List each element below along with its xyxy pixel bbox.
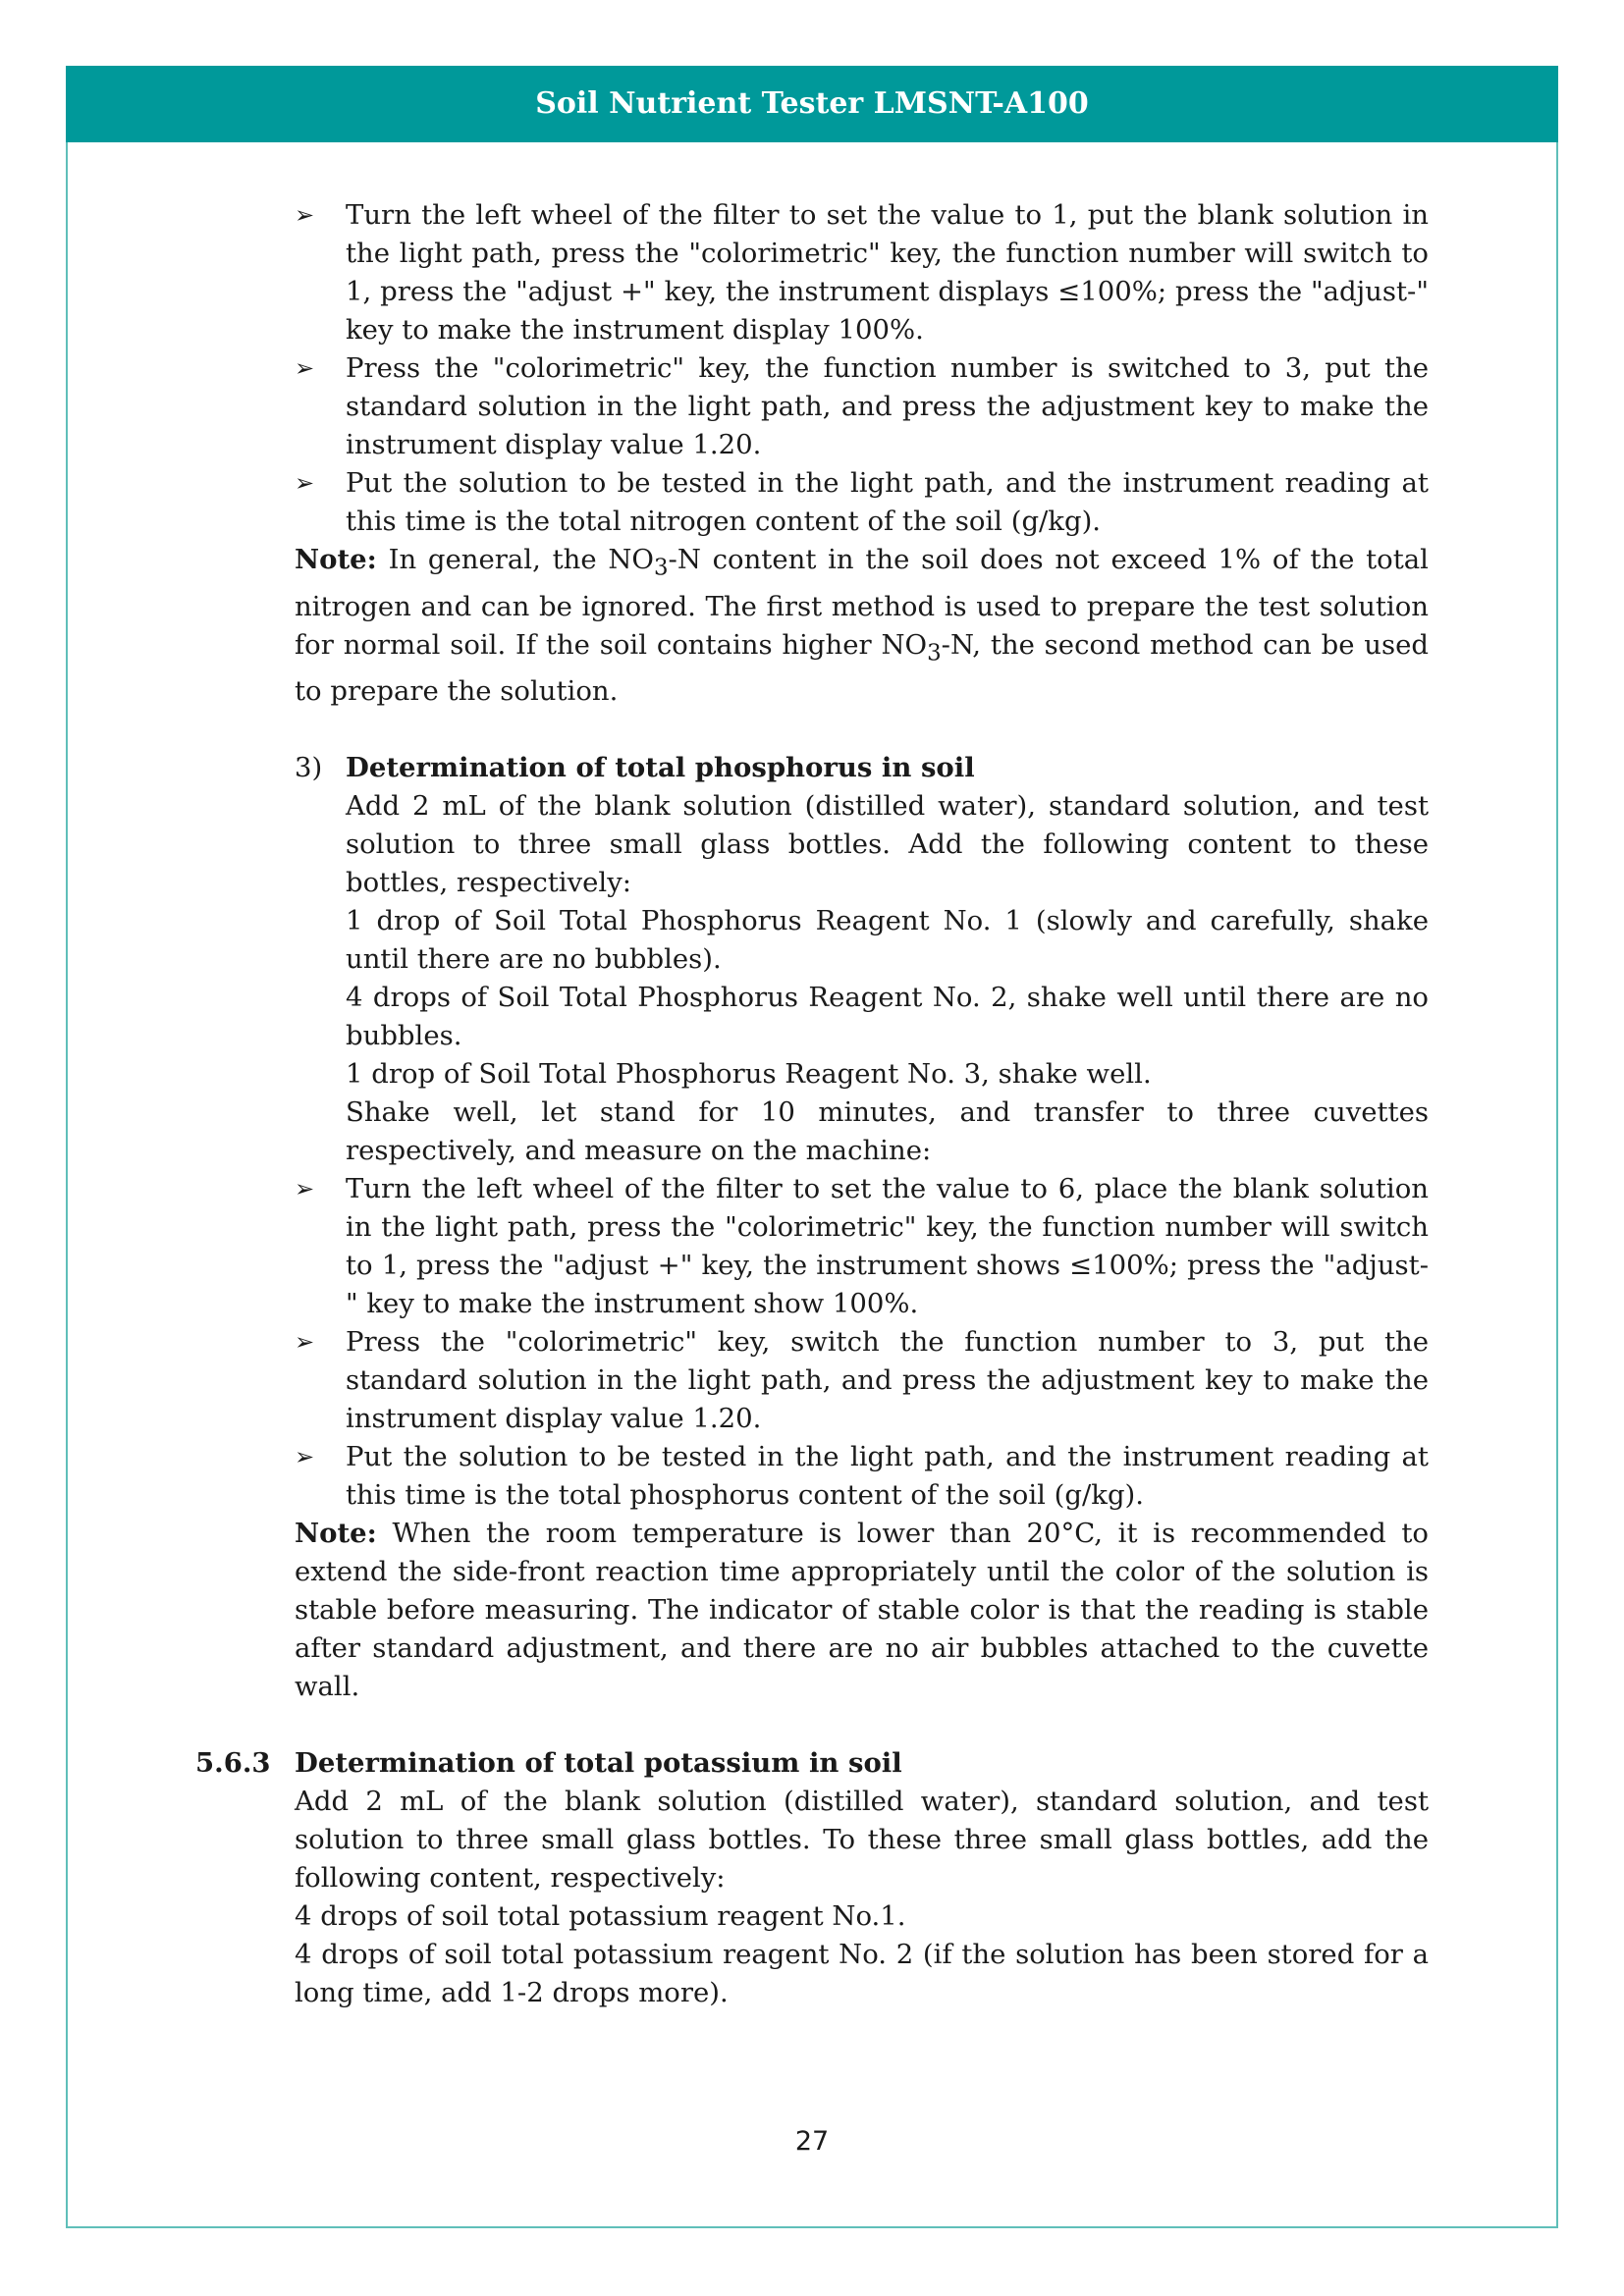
document-body [195,196,1429,2012]
arrowhead-bullet-icon: ➢ [295,1328,315,1356]
section-number: 5.6.3 [195,1747,271,1779]
paragraph: 1 drop of Soil Total Phosphorus Reagent No. 3, shake well. [346,1058,1152,1090]
section-heading [195,1744,1429,1783]
list-item: ➢ Press the "colorimetric" key, switch the function number to 3, put the standard solution in the light path, and press the adjustment key to make the instrument display value 1.20. [295,1323,1429,1438]
section-heading [295,749,1429,787]
note-paragraph: Note: In general, the $NO_3-N$ content in the soil does not exceed 1% of the total nitrogen and can be ignored. The first method is used to prepare the test solution for normal soil. If the soil contains higher $NO_3-N$, the second method can be used to prepare the solution. [295,544,1429,707]
section-title: Determination of total potassium in soil [295,1747,902,1779]
note-paragraph: Note: When the room temperature is lower than 20°C, it is recommended to extend the side-front reaction time appropriately until the color of the solution is stable before measuring. The indicator of stable color is that the reading is stable after standard adjustment, and there are no air bubbles attached to the cuvette wall. [295,1518,1429,1702]
list-item: ➢ Put the solution to be tested in the light path, and the instrument reading at this time is the total nitrogen content of the soil (g/kg). [295,464,1429,541]
section-title: Determination of total phosphorus in soil [346,752,975,783]
paragraph: Add 2 mL of the blank solution (distilled water), standard solution, and test solution to three small glass bottles. Add the following content to these bottles, respectively: [346,790,1429,898]
arrowhead-bullet-icon: ➢ [295,1443,315,1470]
note-label: Note: [295,1518,377,1549]
paragraph: 4 drops of Soil Total Phosphorus Reagent No. 2, shake well until there are no bubbles. [346,982,1429,1051]
paragraph: Add 2 mL of the blank solution (distilled water), standard solution, and test solution to three small glass bottles. To these three small glass bottles, add the following content, respectively: [295,1786,1429,1894]
list-item: ➢ Put the solution to be tested in the light path, and the instrument reading at this time is the total phosphorus content of the soil (g/kg). [295,1438,1429,1515]
section-number: 3) [295,752,323,783]
list-item: ➢ Turn the left wheel of the filter to set the value to 6, place the blank solution in the light path, press the "colorimetric" key, the function number will switch to 1, press the "adjust +" key, the instrument shows ≤100%; press the "adjust-" key to make the instrument show 100%. [295,1170,1429,1323]
list-item: ➢ Press the "colorimetric" key, the function number is switched to 3, put the standard solution in the light path, and press the adjustment key to make the instrument display value 1.20. [295,349,1429,464]
page-number: 27 [794,2126,830,2157]
page-title: Soil Nutrient Tester LMSNT-A100 [66,66,1558,142]
arrowhead-bullet-icon: ➢ [295,1175,315,1202]
arrowhead-bullet-icon: ➢ [295,354,315,382]
list-item: ➢ Turn the left wheel of the filter to set the value to 1, put the blank solution in the light path, press the "colorimetric" key, the function number will switch to 1, press the "adjust +" key, the instrument displays ≤100%; press the "adjust-" key to make the instrument display 100%. [295,196,1429,349]
note-label: Note: [295,544,377,575]
paragraph: 4 drops of soil total potassium reagent No.1. [295,1900,906,1932]
arrowhead-bullet-icon: ➢ [295,201,315,229]
paragraph: 4 drops of soil total potassium reagent No. 2 (if the solution has been stored for a long time, add 1-2 drops more). [295,1939,1429,2008]
paragraph: 1 drop of Soil Total Phosphorus Reagent No. 1 (slowly and carefully, shake until there are no bubbles). [346,905,1429,975]
paragraph: Shake well, let stand for 10 minutes, and transfer to three cuvettes respectively, and measure on the machine: [346,1096,1429,1166]
arrowhead-bullet-icon: ➢ [295,469,315,497]
